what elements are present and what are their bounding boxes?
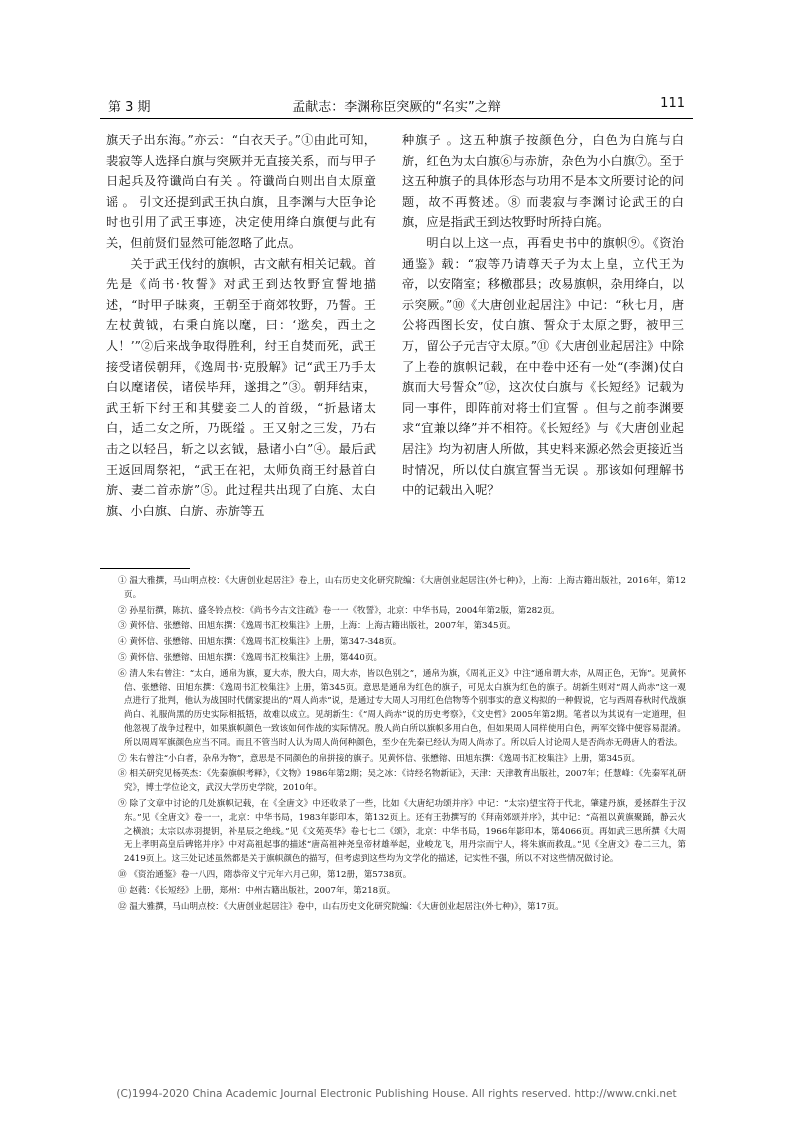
- footnote: ⑩ 《资治通鉴》卷一八四，隋恭帝义宁元年六月己卯，第12册，第5738页。: [118, 869, 412, 880]
- footnote: ③ 黄怀信、张懋镕、田旭东撰：《逸周书汇校集注》上册，上海：上海古籍出版社，2007年，第345页。: [118, 621, 516, 632]
- footnote: ⑥ 清人朱右曾注：“太白，通帛为旗，夏大赤，殷大白，周大赤，皆以色别之”，通帛为旗，《周礼正义》中注“通帛谓大赤，从周正色，无饰”。见黄怀信、张懋镕、田旭东撰：《逸周书汇校集注》上册，第345页。意思是通帛为红色的旗子，可见太白旗为红色的旗子。胡新生则对“周人尚赤”这一观点进行了批判，他认为战国时代儒家提出的“周人尚赤”说，是通过专大周人习用红色信物等个别事实的意义构拟的一种假说，它与西周春秋时代战旗尚白、礼服尚黑的历史实际相抵牾，故难以成立。见胡新生：《“周人尚赤”说的历史考察》，《文史哲》2005年第2期。笔者以为其说有一定道理，但他忽视了战争过程中，如果旗帜颜色一致该如何作战的实际情况。殷人尚白所以旗帜多用白色，但如果周人同样使用白色，两军交锋中便容易混淆。所以周周军旗颜色应当不同。而且不管当时人认为周人尚何种颜色，至少在先秦已经认为周人尚赤了。所以后人讨论周人是否尚赤无碍唐人的看法。: [118, 668, 686, 748]
- footnote: ⑨ 除了文章中讨论的几处旗帜记载，在《全唐文》中还收录了一些，比如《大唐纪功颂并序》中记：“太宗)望宝符于代北，肇建丹旗，爰拯群生于汉东。”见《全唐文》卷一一，北京：中华书局，1983年影印本，第132页上。还有王勃撰写的《拜南郊颂并序》，其中记：“高祖以黄旗聚踊，静云火之横浪；太宗以赤羽提钥，补星辰之绝线。”见《文苑英华》卷七七二《颂》，北京：中华书局，1966年影印本，第4066页。再如武三思所撰《大周无上孝明高皇后碑铭并序》中对高祖起事的描述“唐高祖神尧皇帝材雄举起，业峻龙飞，用丹宗而宁人，将朱旗而救乱。”见《全唐文》卷二三九，第2419页上。这三处记述虽然都是关于旗帜颜色的描写，但考虑到这些均为文学化的描述，记实性不强，所以不对这些情况做讨论。: [118, 798, 686, 865]
- footnote: ⑦ 朱右曾注“小白者，杂帛为物”，意思是不同颜色的帛拼接的旗子。见黄怀信、张懋镕、田旭东撰：《逸周书汇校集注》上册，第345页。: [118, 753, 641, 764]
- footnote: ⑪ 赵蕤：《长短经》上册，郑州：中州古籍出版社，2007年，第218页。: [118, 885, 396, 896]
- header-rule: [100, 118, 693, 119]
- footnote: ① 温大雅撰，马山明点校：《大唐创业起居注》卷上，山右历史文化研究院编：《大唐创业起居注(外七种)》，上海：上海古籍出版社，2016年，第12页。: [118, 576, 686, 600]
- footnote: ⑧ 相关研究见杨英杰：《先秦旗帜考释》，《文物》1986年第2期；吴之冰：《诗经名物新证》，天津：天津教育出版社，2007年；任慧峰：《先秦军礼研究》，博士学位论文，武汉大学历史学院，2010年。: [118, 769, 686, 794]
- footnote: ⑤ 黄怀信、张懋镕、田旭东撰：《逸周书汇校集注》上册，第440页。: [118, 652, 383, 663]
- running-title: 孟献志：李渊称臣突厥的“名实”之辩: [292, 100, 501, 115]
- footnote: ④ 黄怀信、张懋镕、田旭东撰：《逸周书汇校集注》上册，第347-348页。: [118, 637, 402, 648]
- footnote: ⑫ 温大雅撰，马山明点校：《大唐创业起居注》卷中，山右历史文化研究院编：《大唐创业起居注(外七种)》，第17页。: [118, 901, 564, 912]
- issue-number: 第 3 期: [108, 100, 151, 115]
- right-column: [402, 130, 684, 501]
- page-header: [108, 96, 685, 118]
- page-number: 111: [660, 96, 685, 111]
- paragraph: 关于武王伐纣的旗帜，古文献有相关记载。首先是《尚书·牧誓》对武王到达牧野宣誓地描述，“时甲子昧爽，王朝至于商郊牧野，乃誓。王左杖黄钺，右秉白旄以麾，曰：‘逖矣，西土之人！’”②后来战争取得胜利，纣王自焚而死，武王接受诸侯朝拜，《逸周书·克殷解》记“武王乃手太白以麾诸侯，诸侯毕拜，遂揖之”③。朝拜结束，武王斩下纣王和其嬖妾二人的首级，“折悬诸太白，适二女之所，乃既缢 。王又射之三发，乃右击之以轻吕，斩之以玄钺，悬诸小白”④。最后武王返回周祭祀，“武王在祀，太师负商王纣悬首白旂、妻二首赤旂”⑤。此过程共出现了白旄、太白旗、小白旗、白旂、赤旂等五: [106, 256, 376, 518]
- footnote-rule: [100, 568, 190, 569]
- left-column: [106, 130, 376, 521]
- footnote: ② 孙星衍撰，陈抗、盛冬铃点校：《尚书今古文注疏》卷一一《牧誓》，北京：中华书局，2004年第2版，第282页。: [118, 605, 560, 616]
- paragraph: 旗天子出东海。”亦云：“白衣天子。”①由此可知，裴寂等人选择白旗与突厥并无直接关系，而与甲子日起兵及符谶尚白有关 。符谶尚白则出自太原童谣 。 引文还提到武王执白旗，且李渊与大臣争论时也引用了武王事迹，决定使用绛白旗便与此有关，但前贤们显然可能忽略了此点。: [106, 133, 376, 250]
- paragraph: 种旗子 。这五种旗子按颜色分，白色为白旄与白旂，红色为太白旗⑥与赤旂，杂色为小白旗⑦。至于这五种旗子的具体形态与功用不是本文所要讨论的问题，故不再赘述。⑧ 而裴寂与李渊讨论武王的白旗，应是指武王到达牧野时所持白旄。: [402, 133, 684, 230]
- paragraph: 明白以上这一点，再看史书中的旗帜⑨。《资治通鉴》载：“寂等乃请尊天子为太上皇，立代王为帝，以安隋室；移檄郡县；改易旗帜，杂用绛白，以示突厥。”⑩《大唐创业起居注》中记：“秋七月，唐公将西图长安，仗白旗、誓众于太原之野，被甲三万，留公子元吉守太原。”⑪《大唐创业起居注》中除了上卷的旗帜记载，在中卷中还有一处“(李渊)仗白旗而大号誓众”⑫，这次仗白旗与《长短经》记载为同一事件，即阵前对将士们宣誓 。但与之前李渊要求“宜兼以绛”并不相符。《长短经》与《大唐创业起居注》均为初唐人所做，其史料来源必然会更接近当时情况，所以仗白旗宣誓当无误 。那该如何理解书中的记载出入呢？: [402, 235, 684, 498]
- copyright-footer: (C)1994-2020 China Academic Journal Electronic Publishing House. All rights reserved. http://www.cnki.net: [116, 1088, 677, 1100]
- footnotes: [106, 575, 686, 916]
